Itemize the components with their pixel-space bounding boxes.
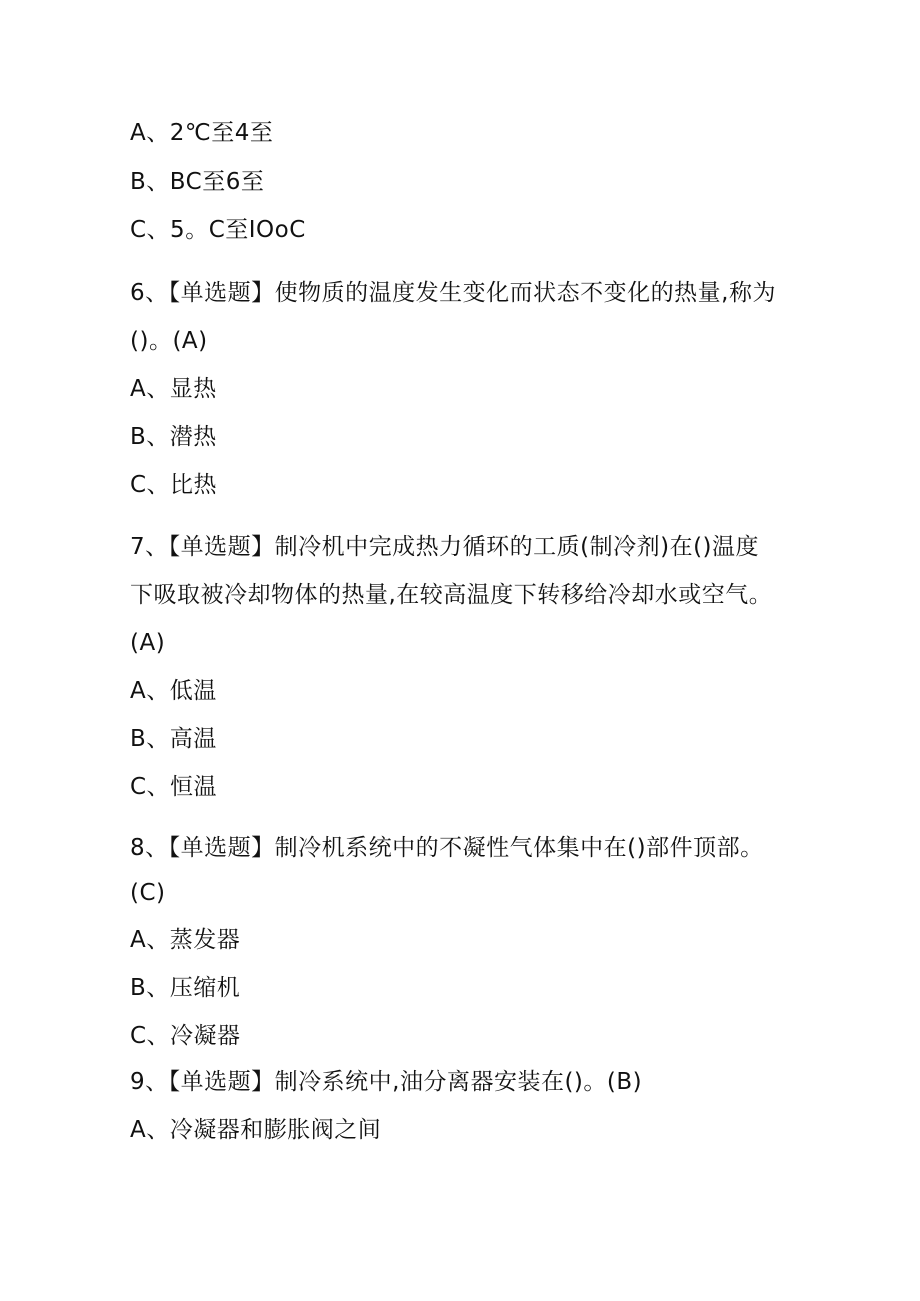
q6-question-line-1: 6、【单选题】使物质的温度发生变化而状态不变化的热量,称为	[130, 280, 776, 306]
q6-question-line-2: ()。(A)	[130, 328, 208, 354]
q8-option-a: A、蒸发器	[130, 927, 241, 953]
q6-option-b: B、潜热	[130, 424, 217, 450]
q8-option-c: C、冷凝器	[130, 1023, 241, 1049]
q7-question-line-1: 7、【单选题】制冷机中完成热力循环的工质(制冷剂)在()温度	[130, 534, 760, 560]
q8-question-line-1: 8、【单选题】制冷机系统中的不凝性气体集中在()部件顶部。	[130, 835, 764, 861]
q6-option-c: C、比热	[130, 472, 218, 498]
q7-option-c: C、恒温	[130, 774, 218, 800]
q6-option-a: A、显热	[130, 376, 217, 402]
q8-option-b: B、压缩机	[130, 975, 241, 1001]
q9-option-a: A、冷凝器和膨胀阀之间	[130, 1117, 382, 1143]
q9-question-line-1: 9、【单选题】制冷系统中,油分离器安装在()。(B)	[130, 1069, 643, 1095]
q7-question-line-3: (A)	[130, 630, 166, 656]
q8-question-line-2: (C)	[130, 880, 166, 906]
q5-option-c: C、5。C至IOoC	[130, 217, 306, 243]
q5-option-a: A、2℃至4至	[130, 120, 274, 146]
q7-option-b: B、高温	[130, 726, 217, 752]
q5-option-b: B、BC至6至	[130, 169, 265, 195]
q7-question-line-2: 下吸取被冷却物体的热量,在较高温度下转移给冷却水或空气。	[130, 582, 773, 608]
q7-option-a: A、低温	[130, 678, 217, 704]
